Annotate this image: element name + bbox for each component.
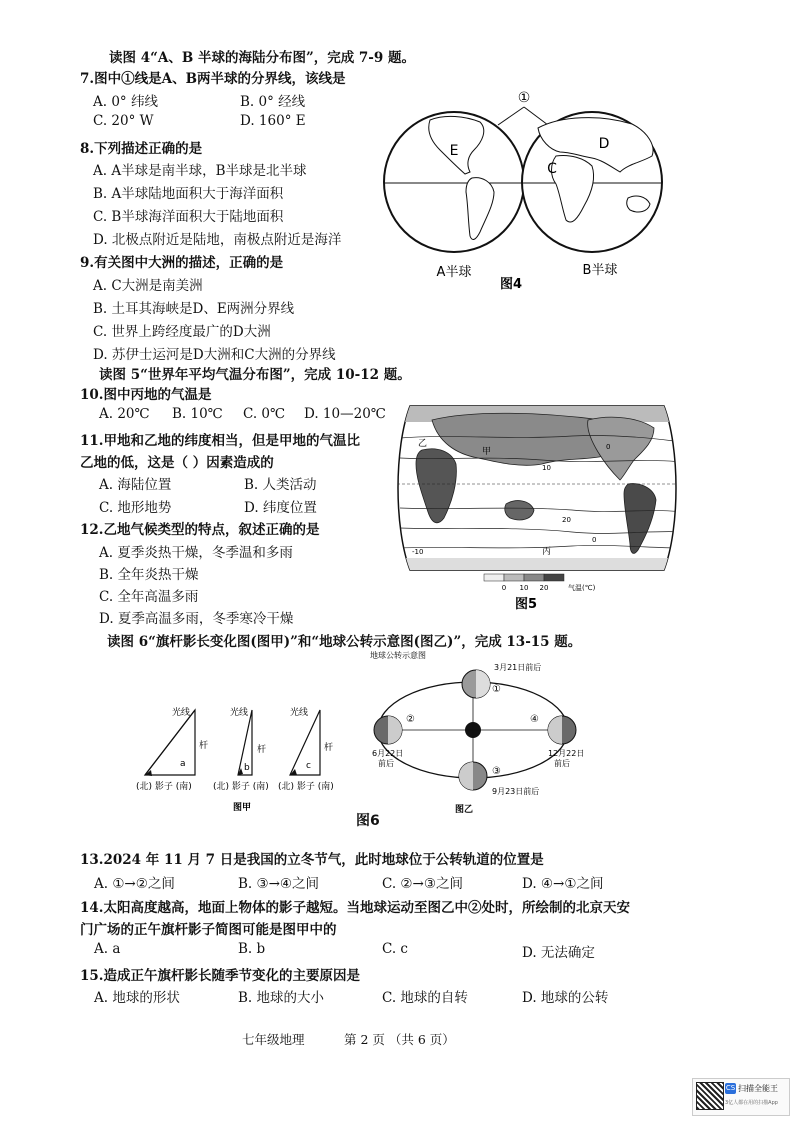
hemisphere-b-label: B半球	[582, 263, 618, 278]
intro-figure6: 读图 6“旗杆影长变化图(图甲)”和“地球公转示意图(图乙)”，完成 13-15 题。	[107, 634, 582, 650]
earth-december-light	[548, 716, 562, 744]
q7-option-d: D. 160° E	[240, 113, 306, 129]
contour-label-3: 20	[562, 516, 571, 524]
q13-option-d: D. ④→①之间	[522, 876, 604, 892]
legend-swatch-1	[484, 574, 504, 581]
q11-option-c: C. 地形地势	[99, 500, 172, 516]
question-13-stem: 13.2024 年 11 月 7 日是我国的立冬节气，此时地球位于公转轨道的位置是	[80, 852, 544, 868]
contour-label-4: -10	[412, 548, 424, 556]
footer-page-number: 第 2 页 （共 6 页）	[344, 1032, 455, 1047]
question-12-stem: 12.乙地气候类型的特点，叙述正确的是	[80, 522, 320, 538]
map-antarctica	[392, 558, 682, 572]
q12-option-d: D. 夏季高温多雨，冬季寒冷干燥	[99, 611, 294, 627]
label-jia: 甲	[482, 447, 492, 457]
earth-september-light	[459, 762, 473, 790]
legend-tick-0: 0	[501, 584, 507, 592]
figure-5-temperature-map	[392, 398, 682, 616]
figure-4-caption: 图4	[499, 277, 523, 292]
question-15-stem: 15.造成正午旗杆影长随季节变化的主要原因是	[80, 968, 360, 984]
q10-option-d: D. 10—20℃	[304, 406, 386, 422]
scanner-subtitle: 3亿人都在用的扫描App	[725, 1100, 778, 1106]
shadow-label-c: c	[306, 761, 311, 771]
q14-option-a: A. a	[94, 941, 121, 957]
figure-6-yi-orbit	[368, 648, 590, 816]
q8-option-b: B. A半球陆地面积大于海洋面积	[93, 186, 284, 202]
contour-label-5: 0	[592, 536, 597, 544]
q9-option-c: C. 世界上跨经度最广的D大洲	[93, 324, 271, 340]
boundary-marker: ①	[517, 90, 531, 106]
q15-option-c: C. 地球的自转	[382, 990, 468, 1006]
q12-option-b: B. 全年炎热干燥	[99, 567, 199, 583]
pointer-line-b	[524, 107, 548, 125]
q9-option-a: A. C大洲是南美洲	[93, 278, 203, 294]
pole-label-b: 杆	[257, 745, 267, 755]
label-bing: 丙	[542, 547, 552, 557]
label-december-22-b: 前后	[554, 759, 570, 768]
q15-option-a: A. 地球的形状	[94, 990, 180, 1006]
continent-label-e: E	[449, 143, 459, 159]
question-7-stem: 7.图中①线是A、B两半球的分界线，该线是	[80, 71, 346, 87]
q12-option-c: C. 全年高温多雨	[99, 589, 199, 605]
continent-label-c: C	[547, 161, 557, 177]
position-4: ④	[530, 714, 539, 725]
question-8-stem: 8.下列描述正确的是	[80, 141, 203, 157]
sunlight-label-a: 光线	[172, 708, 191, 718]
q15-option-d: D. 地球的公转	[522, 990, 609, 1006]
pole-label-c: 杆	[324, 743, 334, 753]
pointer-line-a	[498, 107, 524, 125]
legend-swatch-4	[544, 574, 564, 581]
figure-yi-caption: 图乙	[454, 805, 474, 815]
q14-option-d: D. 无法确定	[522, 945, 595, 961]
label-september-23: 9月23日前后	[492, 787, 540, 796]
q7-option-c: C. 20° W	[93, 113, 154, 129]
q14-option-c: C. c	[382, 941, 408, 957]
label-yi: 乙	[418, 439, 428, 449]
footer-subject: 七年级地理	[242, 1032, 305, 1047]
contour-label-2: 10	[542, 464, 551, 472]
question-11-stem-line1: 11.甲地和乙地的纬度相当，但是甲地的气温比	[80, 433, 360, 449]
earth-march-light	[476, 670, 490, 698]
figure-jia-caption: 图甲	[232, 803, 252, 813]
question-11-stem-line2: 乙地的低，这是（ ）因素造成的	[80, 455, 274, 471]
q7-option-a: A. 0° 纬线	[93, 94, 158, 110]
position-2: ②	[406, 714, 415, 725]
sunlight-label-c: 光线	[290, 708, 309, 718]
legend-swatch-2	[504, 574, 524, 581]
figure-6-jia-shadows	[130, 700, 350, 816]
q10-option-b: B. 10℃	[172, 406, 223, 422]
label-march-21: 3月21日前后	[494, 663, 542, 672]
pole-label-a: 杆	[199, 741, 209, 751]
q9-option-b: B. 土耳其海峡是D、E两洲分界线	[93, 301, 295, 317]
q14-option-b: B. b	[238, 941, 266, 957]
qr-code-icon	[696, 1082, 724, 1110]
label-june-22: 6月22日	[372, 749, 404, 758]
shadow-label-a: a	[180, 759, 186, 769]
q11-option-d: D. 纬度位置	[244, 500, 317, 516]
q10-option-a: A. 20℃	[99, 406, 150, 422]
label-june-22-b: 前后	[378, 759, 394, 768]
direction-row-c: (北) 影子 (南)	[278, 782, 334, 792]
q8-option-d: D. 北极点附近是陆地，南极点附近是海洋	[93, 232, 342, 248]
question-9-stem: 9.有关图中大洲的描述，正确的是	[80, 255, 284, 271]
figure-4-hemispheres	[370, 80, 685, 295]
q9-option-d: D. 苏伊士运河是D大洲和C大洲的分界线	[93, 347, 336, 363]
question-14-stem-line1: 14.太阳高度越高，地面上物体的影子越短。当地球运动至图乙中②处时，所绘制的北京天安	[80, 900, 630, 916]
sunlight-label-b: 光线	[230, 708, 249, 718]
shadow-label-b: b	[244, 763, 250, 773]
q11-option-b: B. 人类活动	[244, 477, 317, 493]
figure-6-caption: 图6	[356, 813, 380, 829]
q15-option-b: B. 地球的大小	[238, 990, 325, 1006]
intro-figure5: 读图 5“世界年平均气温分布图”，完成 10-12 题。	[99, 367, 411, 383]
q13-option-a: A. ①→②之间	[94, 876, 175, 892]
contour-label-1: 0	[606, 443, 611, 451]
scanner-name: 扫描全能王	[738, 1084, 778, 1093]
direction-row-b: (北) 影子 (南)	[213, 782, 269, 792]
direction-row-a: (北) 影子 (南)	[136, 782, 192, 792]
q8-option-a: A. A半球是南半球，B半球是北半球	[93, 163, 307, 179]
triangle-c	[290, 710, 320, 775]
scanner-watermark	[692, 1078, 790, 1116]
q10-option-c: C. 0℃	[243, 406, 286, 422]
figure-5-caption: 图5	[514, 597, 538, 612]
legend-swatch-3	[524, 574, 544, 581]
position-1: ①	[492, 684, 501, 695]
label-december-22: 12月22日	[548, 749, 585, 758]
question-10-stem: 10.图中丙地的气温是	[80, 387, 212, 403]
legend-unit: 气温(℃)	[568, 584, 596, 592]
earth-june-light	[388, 716, 402, 744]
q12-option-a: A. 夏季炎热干燥，冬季温和多雨	[99, 545, 293, 561]
legend-tick-10: 10	[519, 584, 529, 592]
question-14-stem-line2: 门广场的正午旗杆影子简图可能是图甲中的	[80, 922, 337, 938]
continent-label-d: D	[598, 136, 610, 152]
q13-option-c: C. ②→③之间	[382, 876, 463, 892]
q8-option-c: C. B半球海洋面积大于陆地面积	[93, 209, 284, 225]
orbit-title: 地球公转示意图	[370, 651, 426, 660]
intro-figure4: 读图 4“A、B 半球的海陆分布图”，完成 7-9 题。	[109, 50, 415, 66]
q13-option-b: B. ③→④之间	[238, 876, 320, 892]
legend-tick-20: 20	[539, 584, 549, 592]
hemisphere-a-label: A半球	[436, 265, 472, 280]
position-3: ③	[492, 766, 501, 777]
q11-option-a: A. 海陆位置	[99, 477, 172, 493]
q7-option-b: B. 0° 经线	[240, 94, 306, 110]
cs-logo-icon: CS	[725, 1084, 736, 1092]
